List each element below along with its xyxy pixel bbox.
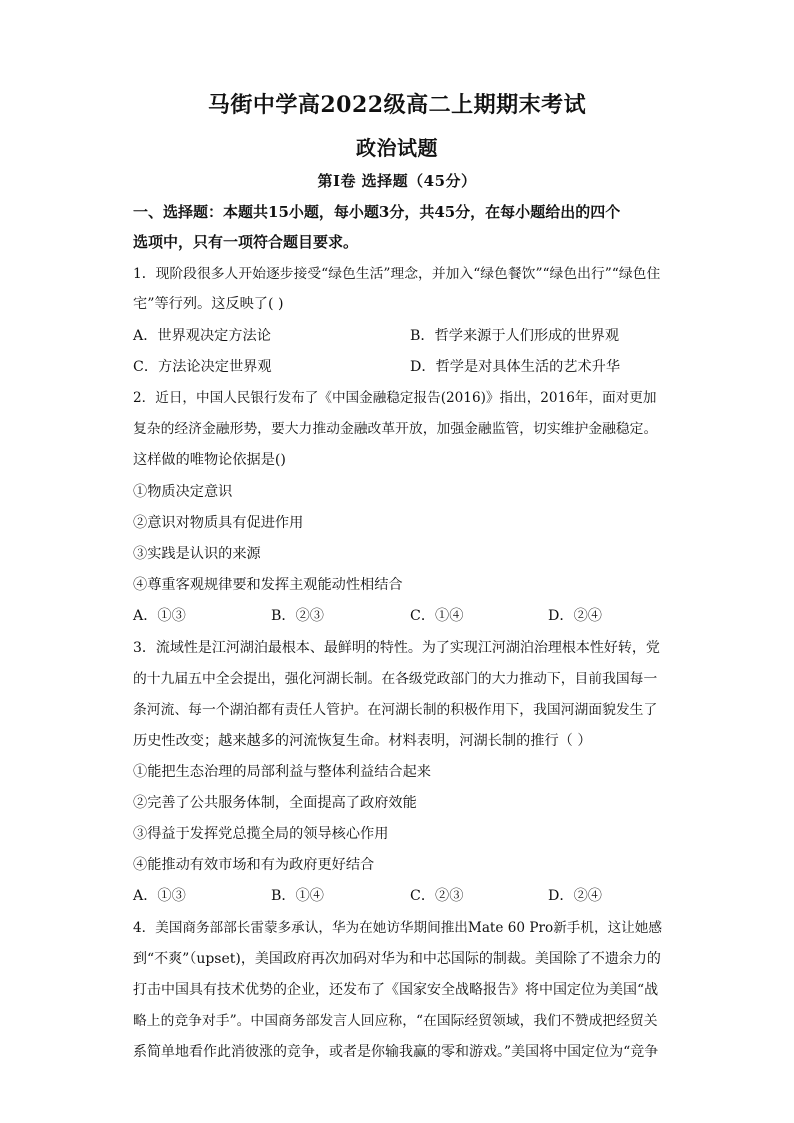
q2-option-a: A．①③ (133, 608, 186, 624)
q3-stem-line-3: 条河流、每一个湖泊都有责任人管护。在河湖长制的积极作用下，我国河湖面貌发生了 (133, 702, 658, 718)
q1-option-c: C．方法论决定世界观 (133, 359, 272, 375)
q2-stem-line-2: 复杂的经济金融形势，要大力推动金融改革开放，加强金融监管，切实维护金融稳定。 (133, 421, 658, 437)
q3-option-a: A．①③ (133, 888, 186, 904)
q4-stem-line-5: 系简单地看作此消彼涨的竞争，或者是你输我赢的零和游戏。”美国将中国定位为“竞争 (133, 1044, 659, 1060)
q4-stem-line-3: 打击中国具有技术优势的企业，还发布了《国家安全战略报告》将中国定位为美国“战 (133, 982, 659, 998)
instructions-line-2: 选项中，只有一项符合题目要求。 (133, 233, 359, 251)
q1-option-a: A．世界观决定方法论 (133, 328, 271, 344)
q2-stem-line-1: 2．近日，中国人民银行发布了《中国金融稳定报告(2016)》指出，2016年，面对更加 (133, 390, 657, 406)
q2-stem-line-3: 这样做的唯物论依据是() (133, 452, 286, 468)
instructions-line-1: 一、选择题：本题共15小题，每小题3分，共45分，在每小题给出的四个 (133, 203, 621, 221)
section-heading: 第I卷 选择题（45分） (317, 172, 477, 190)
q2-option-b: B．②③ (271, 608, 324, 624)
q1-stem-line-1: 1．现阶段很多人开始逐步接受“绿色生活”理念，并加入“绿色餐饮”“绿色出行”“绿色住 (133, 266, 661, 282)
q4-stem-line-1: 4．美国商务部部长雷蒙多承认，华为在她访华期间推出Mate 60 Pro新手机，这让她感 (133, 920, 662, 936)
q2-statement-1: ①物质决定意识 (133, 484, 233, 500)
q3-option-c: C．②③ (410, 888, 464, 904)
q1-option-d: D．哲学是对具体生活的艺术升华 (410, 359, 621, 375)
q3-option-b: B．①④ (271, 888, 324, 904)
q1-option-b: B．哲学来源于人们形成的世界观 (410, 328, 620, 344)
q2-statement-4: ④尊重客观规律要和发挥主观能动性相结合 (133, 577, 403, 593)
q4-stem-line-2: 到“不爽”（upset)，美国政府再次加码对华为和中芯国际的制裁。美国除了不遗余力的 (133, 951, 661, 967)
q3-statement-2: ②完善了公共服务体制，全面提高了政府效能 (133, 795, 417, 811)
q2-option-d: D．②④ (548, 608, 602, 624)
q2-statement-2: ②意识对物质具有促进作用 (133, 515, 304, 531)
q3-statement-4: ④能推动有效市场和有为政府更好结合 (133, 857, 375, 873)
exam-subject: 政治试题 (356, 136, 438, 160)
q3-stem-line-2: 的十九届五中全会提出，强化河湖长制。在各级党政部门的大力推动下，目前我国每一 (133, 671, 658, 687)
q3-option-d: D．②④ (548, 888, 602, 904)
q1-stem-line-2: 宅”等行列。这反映了( ) (133, 296, 284, 312)
q3-stem-line-4: 历史性改变；越来越多的河流恢复生命。材料表明，河湖长制的推行（ ） (133, 733, 592, 749)
q2-statement-3: ③实践是认识的来源 (133, 546, 261, 562)
q4-stem-line-4: 略上的竞争对手”。中国商务部发言人回应称，“在国际经贸领域，我们不赞成把经贸关 (133, 1013, 658, 1029)
q3-statement-1: ①能把生态治理的局部利益与整体利益结合起来 (133, 764, 431, 780)
q2-option-c: C．①④ (410, 608, 464, 624)
q3-statement-3: ③得益于发挥党总揽全局的领导核心作用 (133, 826, 389, 842)
exam-title: 马街中学高2022级高二上期期末考试 (207, 92, 587, 118)
q3-stem-line-1: 3．流域性是江河湖泊最根本、最鲜明的特性。为了实现江河湖泊治理根本性好转，党 (133, 640, 660, 656)
